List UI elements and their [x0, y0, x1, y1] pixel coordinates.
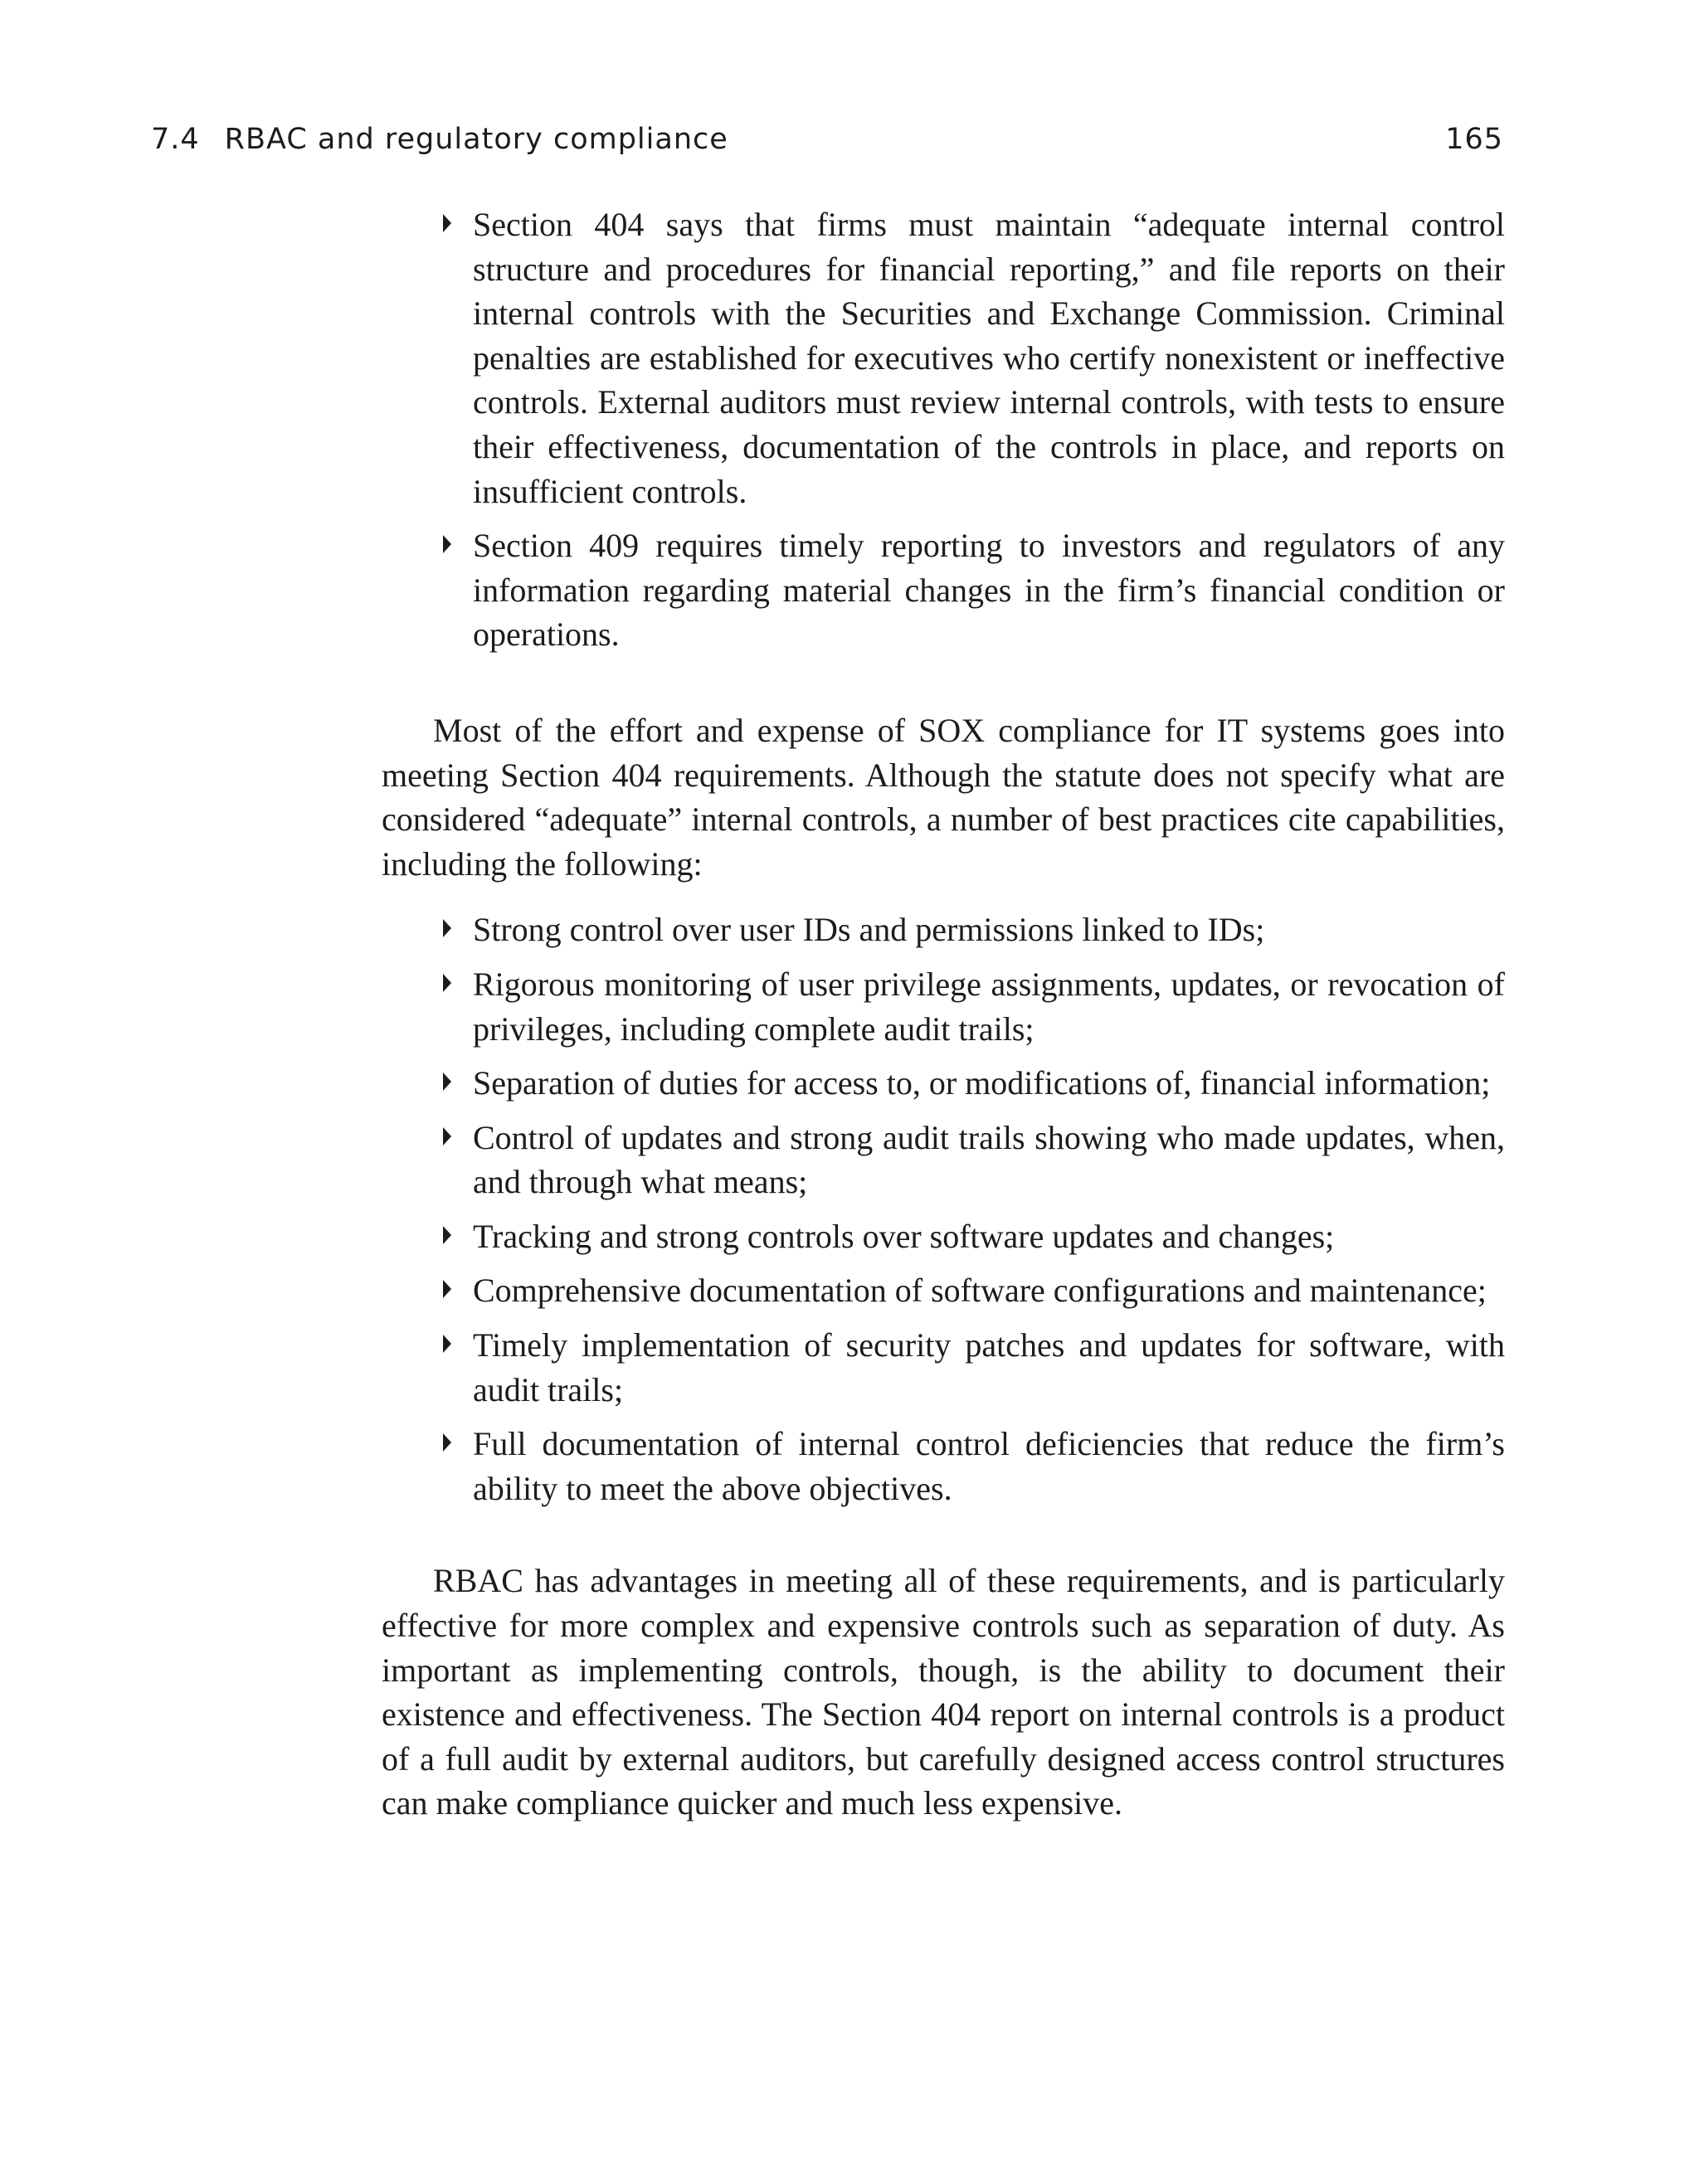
- bullet-arrow-icon: [443, 919, 451, 937]
- bullet-arrow-icon: [443, 1280, 451, 1298]
- bullet-list-sections: [382, 202, 1505, 657]
- list-item: [473, 1116, 1505, 1204]
- paragraph: Most of the effort and expense of SOX compliance for IT systems goes into meeting Section 404 requirements. Although the statute does not specify what are considered “adequate” internal controls, a number of best practices cite capabilities, including the following:: [382, 711, 1505, 883]
- bullet-arrow-icon: [443, 1127, 451, 1146]
- bullet-arrow-icon: [443, 1433, 451, 1452]
- body-text: [382, 202, 1505, 1826]
- running-head: [151, 114, 1503, 164]
- list-item-text: Timely implementation of security patches and updates for software, with audit trails;: [473, 1326, 1505, 1408]
- list-item-text: Full documentation of internal control deficiencies that reduce the firm’s ability to meet the above objectives.: [473, 1425, 1505, 1507]
- list-item: [473, 1214, 1505, 1259]
- bullet-arrow-icon: [443, 1073, 451, 1091]
- list-item-text: Tracking and strong controls over software updates and changes;: [473, 1217, 1335, 1255]
- list-item: [473, 523, 1505, 657]
- list-item: [473, 1061, 1505, 1106]
- list-item-text: Section 404 says that firms must maintain “adequate internal control structure and procedures for financial reporting,” and file reports on their internal controls with the Securities and Exchange Commission. Criminal penalties are established for executives who certify nonexistent or ineffective controls. External auditors must review internal controls, with tests to ensure their effectiveness, documentation of the controls in place, and reports on insufficient controls.: [473, 206, 1505, 510]
- list-item: [473, 1268, 1505, 1313]
- section-number: 7.4: [151, 123, 200, 156]
- list-item: [473, 962, 1505, 1051]
- list-item-text: Control of updates and strong audit trails showing who made updates, when, and through what means;: [473, 1118, 1505, 1201]
- list-item: [473, 202, 1505, 513]
- bullet-arrow-icon: [443, 1335, 451, 1353]
- list-item: [473, 1323, 1505, 1412]
- list-item-text: Separation of duties for access to, or modifications of, financial information;: [473, 1064, 1491, 1102]
- list-item-text: Section 409 requires timely reporting to investors and regulators of any information regarding material changes in the firm’s financial condition or operations.: [473, 527, 1505, 654]
- list-item-text: Comprehensive documentation of software configurations and maintenance;: [473, 1272, 1487, 1310]
- bullet-arrow-icon: [443, 535, 451, 553]
- bullet-list-capabilities: [382, 907, 1505, 1510]
- bullet-arrow-icon: [443, 214, 451, 232]
- list-item: [473, 1422, 1505, 1510]
- bullet-arrow-icon: [443, 974, 451, 992]
- page-number: 165: [1445, 123, 1503, 156]
- section-title: RBAC and regulatory compliance: [224, 123, 728, 156]
- list-item-text: Strong control over user IDs and permissions linked to IDs;: [473, 911, 1265, 949]
- bullet-arrow-icon: [443, 1226, 451, 1244]
- list-item-text: Rigorous monitoring of user privilege assignments, updates, or revocation of privileges, including complete audit trails;: [473, 965, 1505, 1048]
- paragraph: RBAC has advantages in meeting all of these requirements, and is particularly effective for more complex and expensive controls such as separation of duty. As important as implementing controls, though, is the ability to document their existence and effectiveness. The Section 404 report on internal controls is a product of a full audit by external auditors, but carefully designed access control structures can make compliance quicker and much less expensive.: [382, 1562, 1505, 1822]
- list-item: [473, 907, 1505, 952]
